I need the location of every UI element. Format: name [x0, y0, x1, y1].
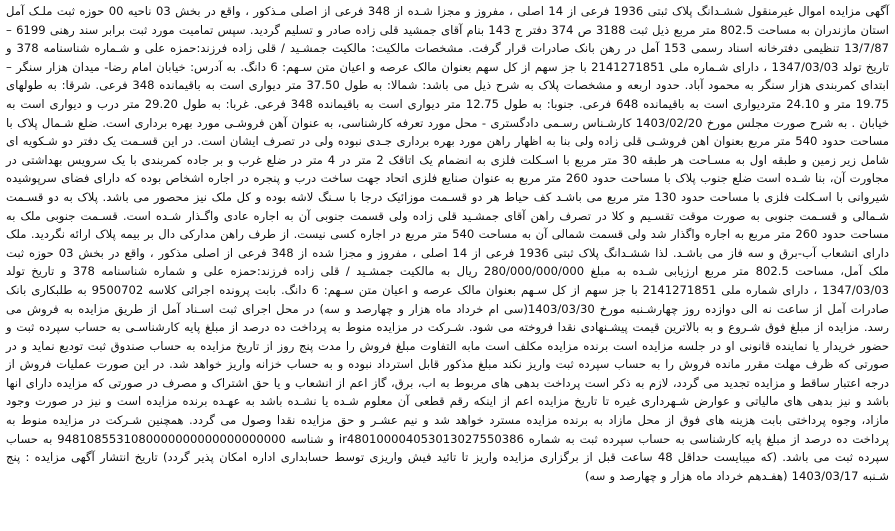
auction-notice-text: آگهی مزایده اموال غیرمنقول ششـدانگ پلاک ثبتی 1936 فرعی از 14 اصلی ، مفروز و مجزا شـده از 348 فرعی از اصلی مـذکور ، واقع در بخش 03 ناحیه 00 حوزه ثبت ملـک آمل استان مازندران به مساحت 802.5 متر مربع ذیل ثبت 3188 ص 374 دفتر ج 143 بنام آقای جمشید قلی زاده صادر و تسلیم گردید. سپس تمامیت مورد ثبت برابر سند رهنی 6199 – 13/7/87 تنظیمی دفترخانه اسناد رسمی 153 آمل در رهن بانک صادرات قرار گرفت. مشخصات مالکیت: مالکیت جمشـید / قلی زاده فرزند:حمزه علی و شـماره شناسنامه 378 و تاریخ تولد 1347/03/03 ، دارای شـماره ملی 2141271851 با جز سهم از کل سهم بعنوان مالک عرصه و اعیان متن سـهم: 6 دانگ. به آدرس: خیابان امام رضا- میدان هزار سنگر – ابتدای کمربندی هزار سنگر به محمود آباد. حدود اربعه و مشخصات پلاک به شرح ذیل می باشد: شمالا: به طول 37.50 متر دیواری است به باقیمانده 348 فرعی. شرقا: به طولهای 19.75 متر و 24.10 متردیواری است به باقیمانده 648 فرعی. جنوبا: به طول 12.75 متر دیواری است به باقیمانده 348 فرعی. غربا: به طول 29.20 متر درب و دیواری است به خیابان . به شرح صورت مجلس مورخ 1403/02/20 کارشـناس رسـمی دادگستری - محل مورد تعرفه کارشناسی، به عنوان آهن فروشـی مورد بهره برداری است. ضلع شـمال پلاک با مساحت حدود 540 متر مربع بعنوان اهن فروشـی قلی زاده ولی بنا به اظهار راهن مورد بهره برداری جـدی نبوده ولی در تصرف ایشان است. در این قسـمت یک دفتر دو شـکویه ای شامل زیر زمین و طبقه اول به مسـاحت هر طبقه 30 متر مربع با اسـکلت فلزی به انضمام یک اتاقک 2 متر در 4 متر در ضلع غرب و بر جاده کمربندی با یک سرویس بهداشتی در مجاورت آن، بنا شـده است ضلع جنوب پلاک با مساحت حدود 260 متر مربع به عنوان صنایع فلزی اتحاد جهت ساخت درب و پنجره در اجاره اشخاص بوده که دارای فضای سرپوشیده شیروانی با اسـکلت فلزی با مساحت حدود 130 متر مربع می باشـد کف حیاط هر دو قسـمت موزائیک درجا با سـنگ لاشه بوده و کل ملک نیز محصور می باشد. پلاک به دو قسـمت شـمالی و قسـمت جنوبی به صورت موقت تقسـیم و کلا در تصرف راهن آقای جمشـید قلی زاده ولی قسمت جنوبی آن به اجاره عادی واگـذار شـده است. قسـمت جنوبی ملک به مساحت حدود 260 متر مربع به اجاره واگذار شد ولی قسمت شمالی آن به مساحت 540 متر مربع در اجاره کسی نیست. از طرف راهن مدارکی دال بر بیمه پلاک ارائه نگردید. ملک دارای انشعاب آب-برق و سه فاز می باشـد. لذا ششـدانگ پلاک ثبتی 1936 فرعی از 14 اصلی ، مفروز و مجزا شده از 348 فرعی از اصلی مذکور ، واقع در بخش 03 حوزه ثبت ملک آمل، مساحت 802.5 متر مربع ارزیابی شـده به مبلغ 280/000/000/000 ریال به مالکیت جمشـید / قلی زاده فرزند:حمزه علی و شماره شناسنامه 378 و تاریخ تولد 1347/03/03 ، دارای شماره ملی 2141271851 با جز سهم از کل سـهم بعنوان مالک عرصه و اعیان متن سـهم: 6 دانگ. بابت پرونده اجرائی کلاسه 9500702 به طلبکاری بانک صادرات آمل از ساعت نه الی دوازده روز چهارشـنبه مورخ 1403/03/30(سی ام خرداد ماه هزار و چهارصد و سه) در محل اجرای ثبت اسـناد آمل از طریق مزایده به فروش می رسد. مزایده از مبلغ فوق شـروع و به بالاترین قیمت پیشـنهادی نقدا فروخته می شود. شـرکت در مزایده منوط به پرداخت ده درصد از مبلغ پایه کارشناسـی به حساب سپرده ثبت و حضور خریدار یا نماینده قانونی او در جلسه مزایده است برنده مزایده مکلف است مابه التفاوت مبلغ فروش را مدت پنج روز از تاریخ مزایده به حساب صندوق ثبت تودیع نماید و در صورتی که ظرف مهلت مقرر مانده فروش را به حساب سپرده ثبت واریز نکند مبلغ مذکور قابل استرداد نبوده و به حساب خزانه واریز خواهد شد. در این صورت عملیات فروش از درجه اعتبار ساقط و مزایده تجدید می گردد، لازم به ذکر است پرداخت بدهی های مربوط به اب، برق، گاز اعم از انشعاب و یا حق اشتراک و مصرف در صورتی که مزایده دارای انها باشد و نیز بدهی های مالیاتی و عوارض شـهرداری غیره تا تاریخ مزایده اعم از اینکه رقم قطعی آن معلوم شـده یا نشـده باشد به عهـده برنده مزایده است و نیز در صورت وجود مازاد، وجوه پرداختی بابت هزینه های فوق از محل مازاد به برنده مزایده مسترد خواهد شد و نیم عشـر و حق مزایده نقدا وصول می گردد. همچنین شـرکت در مزایده منوط به پرداخت ده درصد از مبلغ پایه کارشناسی به حساب سپرده ثبت به شماره ir480100004053013027550386 و شناسه 9481085531080000000000000000000 به حساب سپرده ثبت می باشد. (که میبایست حداقل 48 ساعت قبل از برگزاری مزایده واریز تا تائید فیش واریزی توسط حسابداری اداره امکان پذیر گردد) تاریخ انتشار آگهی مزایده : پنج شـنبه 1403/03/17 (هفـدهم خرداد ماه هزار و چهارصد و سه): [6, 4, 890, 483]
